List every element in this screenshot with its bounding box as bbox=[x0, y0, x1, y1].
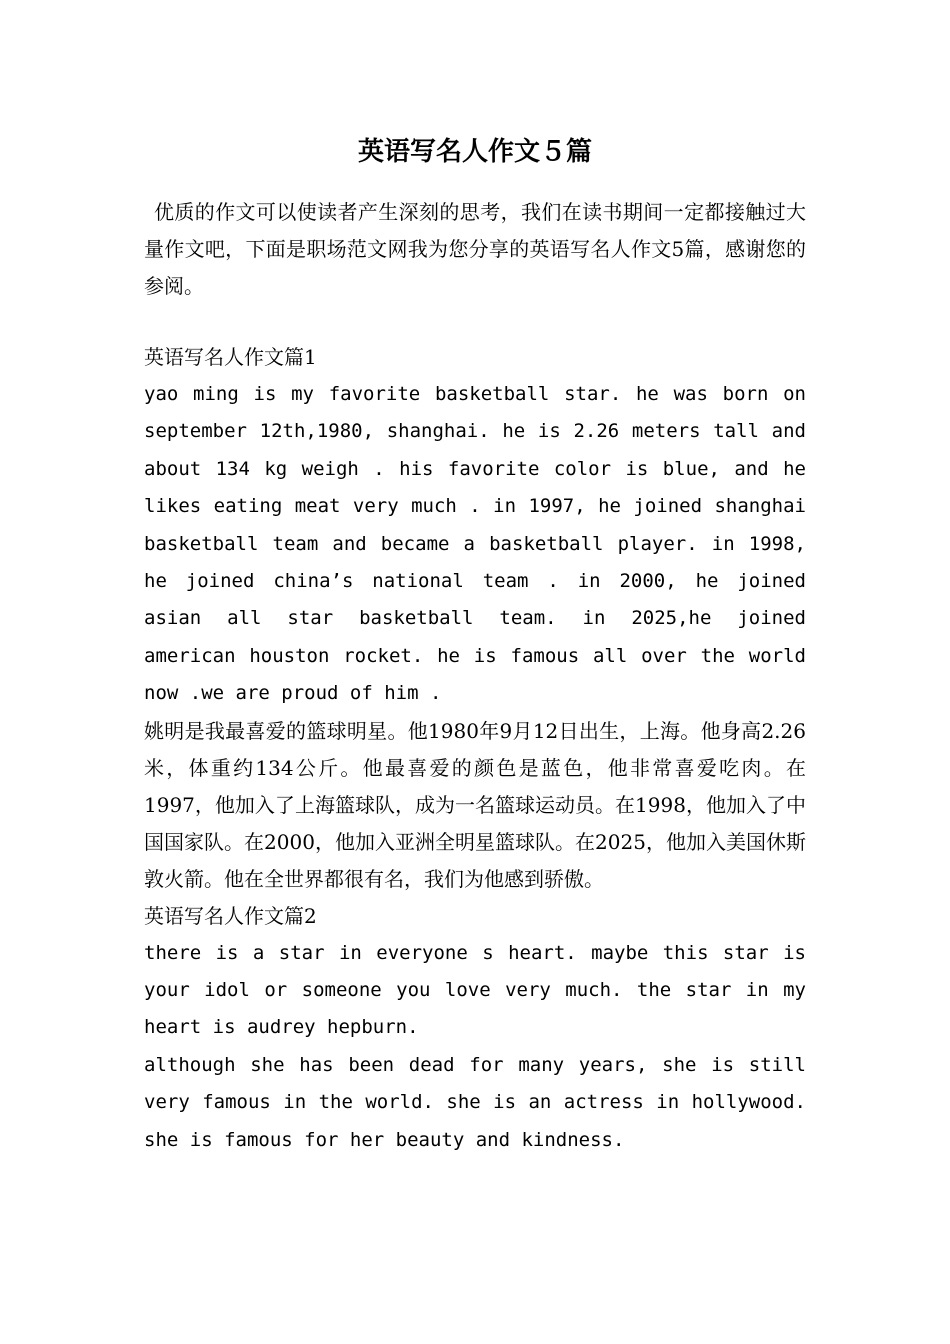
essay-2-english-paragraph-1: there is a star in everyone s heart. maybe this star is your idol or someone you love very much. the star in my heart is audrey hepburn. bbox=[144, 941, 806, 1039]
essay-2-english-paragraph-2: although she has been dead for many years, she is still very famous in the world. she is an actress in hollywood. she is famous for her beauty and kindness. bbox=[144, 1053, 806, 1151]
essay-2-heading: 英语写名人作文篇2 bbox=[144, 903, 317, 928]
document-title: 英语写名人作文５篇 bbox=[357, 137, 592, 167]
intro-paragraph: 优质的作文可以使读者产生深刻的思考，我们在读书期间一定都接触过大量作文吧，下面是职场范文网我为您分享的英语写名人作文5篇，感谢您的参阅。 bbox=[144, 200, 806, 298]
document-body bbox=[144, 339, 806, 1159]
essay-1-english-paragraph: yao ming is my favorite basketball star. he was born on september 12th,1980, shanghai. he is 2.26 meters tall and about 134 kg weigh . his favorite color is blue, and he likes eating meat very much . in 1997, he joined shanghai basketball team and became a basketball player. in 1998, he joined china’s national team . in 2000, he joined asian all star basketball team. in 2025,he joined american houston rocket. he is famous all over the world now .we are proud of him . bbox=[144, 383, 806, 705]
essay-1-chinese-paragraph: 姚明是我最喜爱的篮球明星。他1980年9月12日出生，上海。他身高2.26米，体重约134公斤。他最喜爱的颜色是蓝色，他非常喜爱吃肉。在1997，他加入了上海篮球队，成为一名篮球运动员。在1998，他加入了中国国家队。在2000，他加入亚洲全明星篮球队。在2025，他加入美国休斯敦火箭。他在全世界都很有名，我们为他感到骄傲。 bbox=[144, 718, 806, 891]
essay-1-heading: 英语写名人作文篇1 bbox=[144, 345, 317, 369]
